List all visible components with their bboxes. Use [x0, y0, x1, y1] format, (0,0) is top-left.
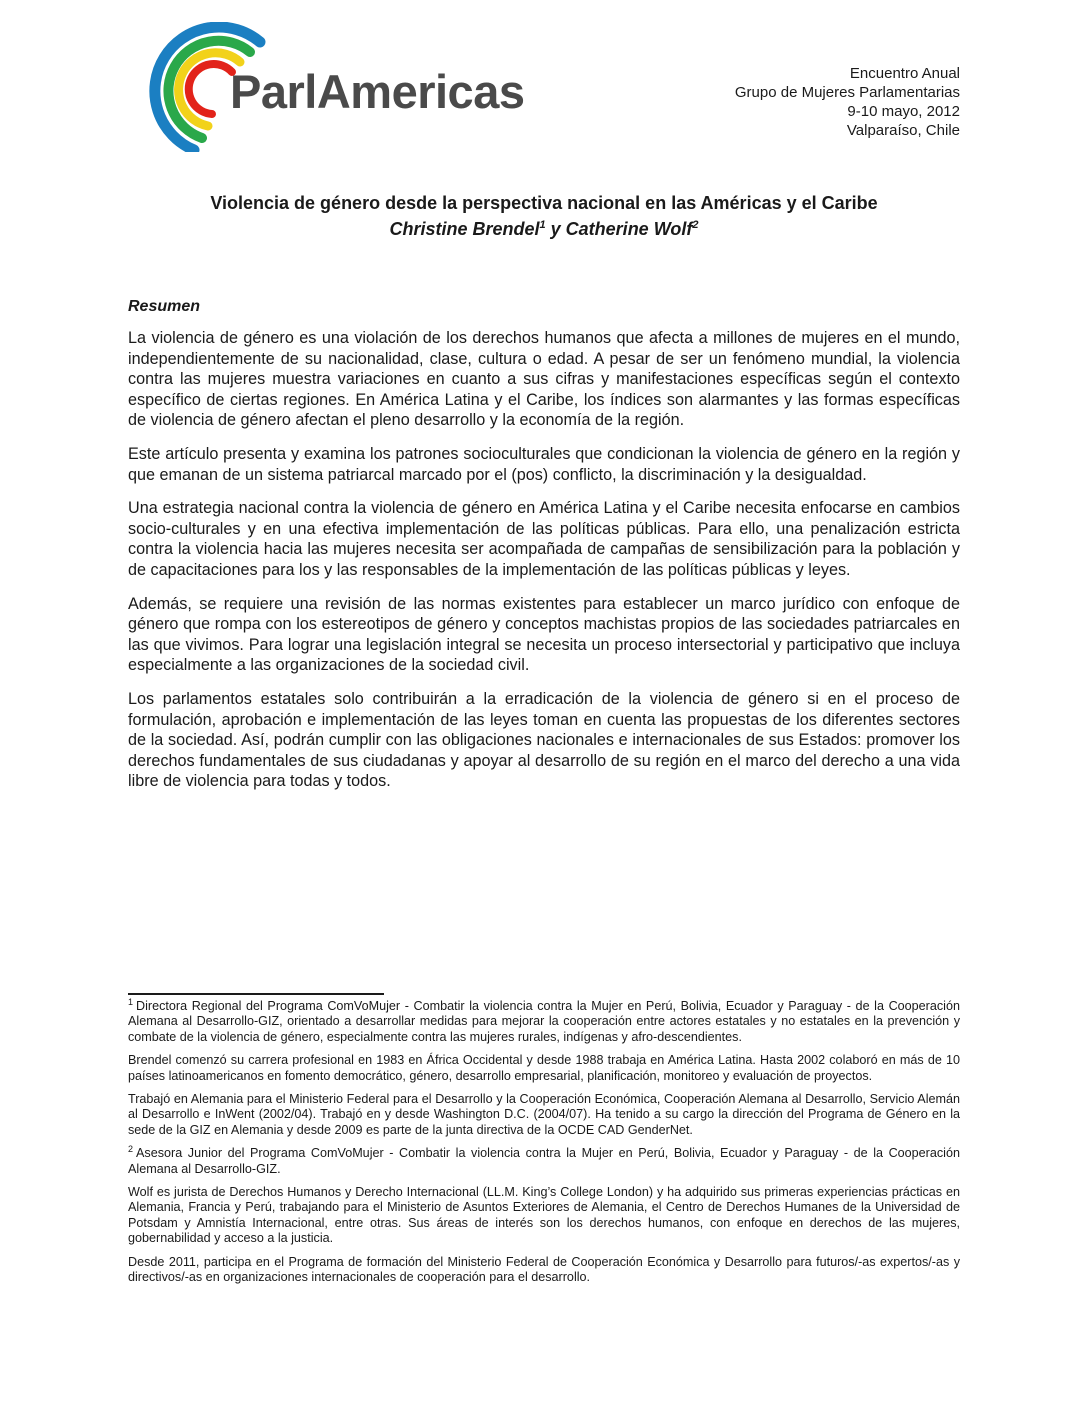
footnote-divider: [128, 993, 384, 995]
footnote-text: Trabajó en Alemania para el Ministerio Federal para el Desarrollo y la Cooperación Económica, Cooperación Alemana al Desarrollo, Servicio Alemán al Desarrollo e InWent (2002/04). Trabajó en y desde Washington D.C. (2004/07). Ha tenido a su cargo la dirección del Programa de Género en la sede de la GIZ en Alemania y desde 2009 es parte de la junta directiva de la OCDE CAD GenderNet.: [128, 1092, 960, 1137]
footnote: [128, 1092, 960, 1138]
parlamericas-logo: [142, 22, 602, 152]
author-name: Christine Brendel: [389, 219, 540, 239]
footnote: [128, 1255, 960, 1286]
document-authors: [128, 214, 960, 240]
body-paragraph: Este artículo presenta y examina los patrones socioculturales que condicionan la violencia de género en la región y que emanan de un sistema patriarcal marcado por el (pos) conflicto, la discriminación y la desigualdad.: [128, 444, 960, 484]
author-connector: y: [545, 219, 566, 239]
footnote-number: 1: [128, 996, 134, 1007]
footnotes: [128, 996, 960, 1294]
body-paragraph: Una estrategia nacional contra la violencia de género en América Latina y el Caribe necesita enfocarse en cambios socio-culturales y en una efectiva implementación de las políticas públicas. Para ello, una penalización estricta contra la violencia hacia las mujeres necesita ser acompañada de campañas de sensibilización para la población y de capacitaciones para los y las responsables de la implementación de las políticas públicas y leyes.: [128, 499, 960, 579]
footnote-text: Brendel comenzó su carrera profesional en 1983 en África Occidental y desde 1988 trabaja en América Latina. Hasta 2002 colaboró en más de 10 países latinoamericanos en fomento democrático, género, desarrollo empresarial, planificación, monitoreo y evaluación de proyectos.: [128, 1053, 960, 1083]
footnote-text: Directora Regional del Programa ComVoMujer - Combatir la violencia contra la Mujer en Perú, Bolivia, Ecuador y Paraguay - de la Cooperación Alemana al Desarrollo-GIZ, orientado a desarrollar medidas para mejorar la cooperación entre actores estatales y no estatales en la prevención y combate de la violencia de género, especialmente contra las mujeres rurales, indígenas y afro-descendientes.: [128, 999, 960, 1044]
footnote-ref[interactable]: 2: [692, 219, 699, 231]
event-info: [735, 64, 960, 140]
body-paragraph: Además, se requiere una revisión de las normas existentes para establecer un marco jurídico con enfoque de género que rompa con los estereotipos de género y conceptos machistas propios de las sociedades patriarcales en las que vivimos. Para lograr una legislación integral se necesita un proceso intersectorial y participativo que incluya especialmente a las organizaciones de la sociedad civil.: [128, 594, 960, 675]
document-body: [128, 298, 960, 805]
body-paragraph: Los parlamentos estatales solo contribuirán a la erradicación de la violencia de género si en el proceso de formulación, aprobación e implementación de las leyes toman en cuenta las propuestas de los diferentes sectores de la sociedad. Así, podrán cumplir con las obligaciones nacionales e internacionales de sus Estados: promover los derechos fundamentales de sus ciudadanas y apoyar al desarrollo de su región en el marco del derecho a una vida libre de violencia para todas y todos.: [128, 689, 960, 791]
footnote-text: Wolf es jurista de Derechos Humanos y Derecho Internacional (LL.M. King’s College London) y ha adquirido sus primeras experiencias prácticas en Alemania, Francia y Perú, trabajando para el Ministerio de Asuntos Exteriores de Alemania, el Centro de Derechos Humanes de la Universidad de Potsdam y Amnistía Internacional, entre otras. Sus áreas de interés son los derechos humanos, con enfoque en derechos de las mujeres, gobernabilidad y acceso a la justicia.: [128, 1185, 960, 1246]
footnote-text: Asesora Junior del Programa ComVoMujer - Combatir la violencia contra la Mujer en Perú, Bolivia, Ecuador y Paraguay - de la Cooperación Alemana al Desarrollo-GIZ.: [128, 1146, 960, 1176]
event-location: Valparaíso, Chile: [846, 122, 960, 139]
event-group: Grupo de Mujeres Parlamentarias: [734, 84, 960, 101]
footnote-ref[interactable]: 1: [539, 219, 546, 231]
event-date: 9-10 mayo, 2012: [847, 103, 960, 120]
body-paragraph: La violencia de género es una violación de los derechos humanos que afecta a millones de mujeres en el mundo, independientemente de su nacionalidad, clase, cultura o edad. A pesar de ser un fenómeno mundial, la violencia contra las mujeres muestra variaciones en cuanto a sus cifras y manifestaciones específicas según el contexto específico de ciertas regiones. En América Latina y el Caribe, los índices son alarmantes y las formas específicas de violencia de género afectan el pleno desarrollo y la economía de la región.: [128, 329, 960, 430]
footnote-number: 2: [128, 1144, 134, 1155]
footnote: [128, 1053, 960, 1084]
event-name: Encuentro Anual: [849, 65, 960, 82]
footnote: [128, 996, 960, 1045]
footnote: [128, 1146, 960, 1177]
logo-wordmark: ParlAmericas: [230, 65, 525, 118]
footnote-text: Desde 2011, participa en el Programa de formación del Ministerio Federal de Cooperación Económica y Desarrollo para futuros/-as expertos/-as y directivos/-as en organizaciones internacionales de cooperación para el desarrollo.: [128, 1254, 960, 1285]
document-title: Violencia de género desde la perspectiva nacional en las Américas y el Caribe: [210, 193, 878, 213]
author-name: Catherine Wolf: [565, 219, 693, 239]
section-heading: Resumen: [128, 298, 201, 315]
title-block: [128, 192, 960, 240]
footnote: [128, 1185, 960, 1247]
